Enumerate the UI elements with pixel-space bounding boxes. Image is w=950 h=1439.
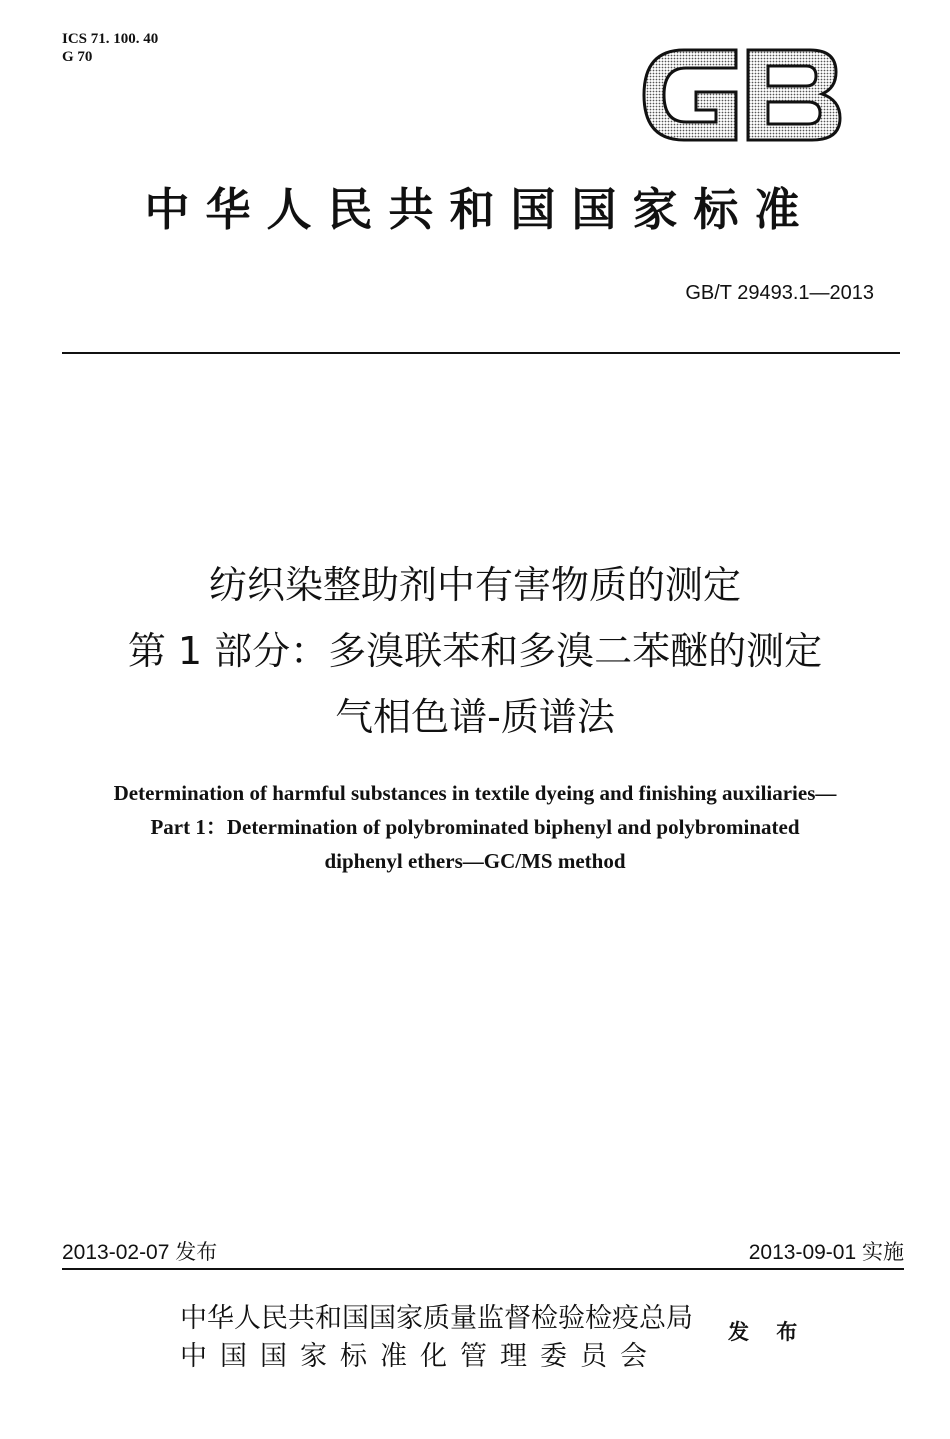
english-title <box>0 776 950 878</box>
chinese-title-line-2: 第 1 部分：多溴联苯和多溴二苯醚的测定 <box>127 629 823 673</box>
chinese-title-line-1: 纺织染整助剂中有害物质的测定 <box>208 563 741 607</box>
ics-code: ICS 71. 100. 40 <box>62 31 159 47</box>
national-standard-heading: 中华人民共和国国家标准 <box>144 183 816 236</box>
publish-label: 发 布 <box>728 1320 808 1344</box>
issuing-authorities <box>180 1300 693 1376</box>
gb-logo <box>640 42 845 148</box>
standard-number: GB/T 29493.1—2013 <box>685 282 874 304</box>
english-title-line-2: Part 1：Determination of polybrominated biphenyl and polybrominated <box>150 815 800 839</box>
english-title-line-3: diphenyl ethers—GC/MS method <box>324 849 626 873</box>
issuer-line-1: 中华人民共和国国家质量监督检验检疫总局 <box>180 1303 693 1334</box>
header-divider <box>62 352 900 354</box>
chinese-title-line-3: 气相色谱-质谱法 <box>335 695 615 739</box>
issuer-line-2: 中国国家标准化管理委员会 <box>180 1341 660 1372</box>
english-title-line-1: Determination of harmful substances in textile dyeing and finishing auxiliaries— <box>113 781 837 805</box>
chinese-title <box>0 552 950 750</box>
implementation-date: 2013-09-01 实施 <box>748 1241 904 1264</box>
footer-divider <box>62 1268 904 1270</box>
ccs-code: G 70 <box>62 49 93 65</box>
classification-codes <box>62 30 158 66</box>
issue-date: 2013-02-07 发布 <box>62 1241 218 1264</box>
